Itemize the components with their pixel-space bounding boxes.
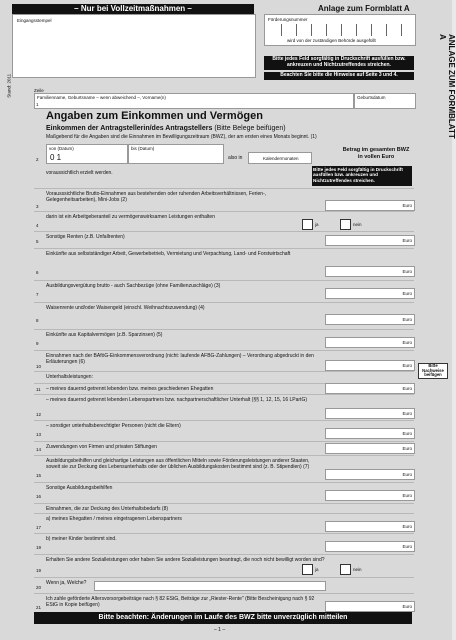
yes-label: ja (315, 222, 319, 227)
euro-label: Euro (402, 291, 412, 296)
form-row (34, 280, 414, 299)
row-number: 15 (36, 473, 42, 478)
no-label: nein (353, 567, 362, 572)
row-text: Sonstige Renten (z.B. Unfallrenten) (46, 234, 125, 240)
amount-field[interactable] (325, 521, 415, 532)
euro-label: Euro (402, 317, 412, 322)
amount-field[interactable] (325, 469, 415, 480)
amount-field[interactable] (325, 428, 415, 439)
version-label: Stand: 2011 (6, 73, 12, 98)
row-number: 17 (36, 525, 42, 530)
form-row (34, 420, 414, 439)
row-text: Waisenrente und/oder Waisengeld (einschl. Weihnachtszuwendung) (4) (46, 305, 205, 311)
form-row (34, 211, 414, 230)
row-text: Unterhaltsleistungen: (46, 374, 93, 380)
row-text: – meines dauernd getrennt lebenden Lebenspartners bzw. nachpartnerschaftlicher Unterhalt (§§ 1, 12, 15, 16 LPartG) (46, 397, 307, 403)
amount-header: Betrag im gesamten BWZ in vollen Euro (342, 147, 410, 160)
euro-label: Euro (402, 493, 412, 498)
euro-label: Euro (402, 472, 412, 477)
form-row (34, 577, 414, 592)
row-number: 7 (36, 292, 39, 297)
row-number: 13 (36, 432, 42, 437)
euro-label: Euro (402, 363, 412, 368)
birthdate-label: Geburtsdatum (357, 95, 386, 100)
form-row (34, 441, 414, 454)
side-note: Bitte Nachweise beifügen (418, 363, 448, 379)
line-1: 1 (36, 102, 39, 107)
from-date-label: von (Datum) (49, 146, 74, 151)
expected-label: voraussichtlich erzielt werden. (46, 170, 113, 176)
main-title: Angaben zum Einkommen und Vermögen (46, 110, 263, 122)
footer-bar (34, 612, 412, 624)
amount-field[interactable] (325, 383, 415, 394)
euro-label: Euro (402, 203, 412, 208)
form-row (34, 482, 414, 501)
amount-field[interactable] (325, 266, 415, 277)
sub-title (46, 125, 286, 132)
amount-field[interactable] (325, 541, 415, 552)
which-benefits-field[interactable] (94, 581, 326, 591)
authority-note: wird von der zuständigen Behörde ausgefüllt (287, 38, 376, 43)
months-label: Kalendermonaten (263, 156, 299, 161)
no-checkbox[interactable] (340, 219, 351, 230)
form-row (34, 394, 414, 419)
euro-label: Euro (402, 544, 412, 549)
yes-checkbox[interactable] (302, 219, 313, 230)
amount-field[interactable] (325, 235, 415, 246)
sub-title-note: (Bitte Belege beifügen) (214, 125, 286, 132)
euro-label: Euro (402, 431, 412, 436)
funding-number-cells (267, 24, 413, 36)
amount-field[interactable] (325, 200, 415, 211)
yes-checkbox[interactable] (302, 564, 313, 575)
form-row (34, 350, 414, 371)
form-row (34, 302, 414, 325)
no-checkbox[interactable] (340, 564, 351, 575)
row-number: 9 (36, 341, 39, 346)
form-row (34, 371, 414, 382)
row-number: 12 (36, 412, 42, 417)
to-date-field[interactable] (128, 144, 224, 164)
row-text: Einnahmen, die zur Deckung des Unterhaltsbedarfs (8) (46, 506, 169, 512)
row-number: 14 (36, 447, 42, 452)
notice-pages: Beachten Sie bitte die Hinweise auf Seite 3 und 4. (264, 72, 414, 80)
amount-field[interactable] (325, 288, 415, 299)
form-row (34, 383, 414, 394)
period-note: Maßgebend für die Angaben sind die Einnahmen im Bewilligungszeitraum (BWZ), der am ersten eines Monats beginnt. (1) (46, 134, 317, 140)
row-label: Zeile (34, 88, 44, 93)
yes-label: ja (315, 567, 319, 572)
row-text: Ausbildungsbeihilfen und gleichartige Leistungen aus öffentlichen Mitteln sowie Förderungsleistungen anderer Staaten, soweit sie zur Deckung des Lebensunterhalts oder der üblichen Ausbildungskosten bestimmt sind (z. B. Stipendien) (7) (46, 458, 310, 470)
row-number: 5 (36, 239, 39, 244)
amount-field[interactable] (325, 360, 415, 371)
row-text: Ausbildungsvergütung brutto - auch Sachbezüge (ohne Familienzuschläge) (3) (46, 283, 221, 289)
form-row (34, 533, 414, 552)
row-number: 8 (36, 318, 39, 323)
stamp-label: Eingangsstempel (17, 18, 52, 23)
name-label: Familienname, Geburtsname – wenn abweichend –, Vorname(n) (37, 95, 166, 100)
to-date-label: bis (Datum) (131, 146, 155, 151)
row-number: 10 (36, 364, 42, 369)
from-date-field[interactable] (46, 144, 128, 164)
page-number: – 1 – (214, 627, 226, 633)
row-text: – meines dauernd getrennt lebenden bzw. meines geschiedenen Ehegatten (46, 386, 214, 392)
row-text: Sonstige Ausbildungsbeihilfen (46, 485, 113, 491)
row-text: a) meines Ehegatten / meines eingetragenen Lebenspartners (46, 516, 182, 522)
from-date-value: 0 1 (50, 153, 62, 162)
row-text: Vorausssichtliche Brutto-Einnahmen aus bestehenden oder ruhenden Arbeitsverhältnissen, Ferien-, Gelegenheitsarbeiten), Mini-Jobs (2) (46, 191, 267, 203)
row-text: Erhalten Sie andere Sozialleistungen oder haben Sie andere Sozialleistungen beantragt, die noch nicht bewilligt worden sind? (46, 557, 325, 563)
row-number: 19 (36, 545, 42, 550)
form-row (34, 248, 414, 277)
row-text: Ich zahle geförderte Altersvorsorgebeiträge nach § 82 EStG, Beiträge zur „Riester-Rente" (Bitte Bescheinigung nach § 92 EStG in Kopie beifügen) (46, 596, 315, 608)
funding-number-label: Förderungsnummer (268, 17, 308, 22)
sub-title-text: Einkommen der Antragstellerin/des Antragstellers (46, 125, 213, 132)
row-number: 19 (36, 568, 42, 573)
banner (12, 4, 254, 14)
amount-field[interactable] (325, 490, 415, 501)
vertical-title: ANLAGE ZUM FORMBLATT A (438, 34, 456, 139)
amount-field[interactable] (325, 408, 415, 419)
row-number: 11 (36, 387, 41, 392)
amount-field[interactable] (325, 337, 415, 348)
form-row (34, 554, 414, 575)
banner-text: – Nur bei Vollzeitmaßnahmen – (74, 4, 192, 13)
birthdate-field[interactable] (354, 93, 416, 109)
amount-field[interactable] (325, 601, 415, 612)
form-row (34, 593, 414, 612)
row-text: Einnahmen nach der BAföG-Einkommensverordnung (nicht: laufende AFBG-Zahlungen) – Verordnung abgedruckt in den Erläuterungen (6) (46, 353, 314, 365)
row-number: 3 (36, 204, 39, 209)
also-in-label: also in (228, 155, 243, 161)
form-row (34, 513, 414, 532)
row-text: Einkünfte aus selbstständiger Arbeit, Gewerbebetrieb, Vermietung und Verpachtung, Land- und Forstwirtschaft (46, 251, 291, 257)
form-row (34, 455, 414, 480)
attachment-title: Anlage zum Formblatt A (318, 4, 410, 13)
no-label: nein (353, 222, 362, 227)
euro-label: Euro (402, 446, 412, 451)
amount-field[interactable] (325, 443, 415, 454)
row-text: Einkünfte aus Kapitalvermögen (z.B. Sparzinsen) (5) (46, 332, 163, 338)
row-text: b) meiner Kinder bestimmt sind. (46, 536, 117, 542)
fill-notice-amount: Bitte jedes Feld sorgfältig in Druckschrift ausfüllen bzw. ankreuzen und Nichtzutreffendes streichen. (312, 166, 412, 186)
stamp-box (12, 14, 256, 78)
row-number: 21 (36, 605, 42, 610)
name-field[interactable] (34, 93, 354, 109)
form-row (34, 188, 414, 211)
euro-label: Euro (402, 269, 412, 274)
euro-label: Euro (402, 524, 412, 529)
euro-label: Euro (402, 238, 412, 243)
row-number: 20 (36, 585, 42, 590)
footer-bar-text: Bitte beachten: Änderungen im Laufe des BWZ bitte unverzüglich mitteilen (98, 614, 348, 621)
line-2: 2 (36, 157, 39, 162)
months-field[interactable] (248, 152, 312, 164)
amount-field[interactable] (325, 314, 415, 325)
euro-label: Euro (402, 604, 412, 609)
euro-label: Euro (402, 386, 412, 391)
row-text: darin ist ein Arbeitgeberanteil zu vermögenswirksamen Leistungen enthalten (46, 214, 215, 220)
form-row (34, 231, 414, 246)
euro-label: Euro (402, 340, 412, 345)
row-number: 6 (36, 270, 39, 275)
row-text: Zuwendungen von Firmen und privaten Stiftungen (46, 444, 157, 450)
form-row (34, 329, 414, 348)
euro-label: Euro (402, 411, 412, 416)
row-number: 4 (36, 223, 39, 228)
row-text: Wenn ja, Welche? (46, 580, 87, 586)
funding-number-box[interactable] (264, 14, 416, 46)
row-text: – sonstiger unterhaltsberechtigter Personen (nicht die Eltern) (46, 423, 181, 429)
row-number: 16 (36, 494, 42, 499)
fill-notice-top: Bitte jedes Feld sorgfältig in Druckschrift ausfüllen bzw. ankreuzen und Nichtzutreffendes streichen. (264, 56, 414, 70)
